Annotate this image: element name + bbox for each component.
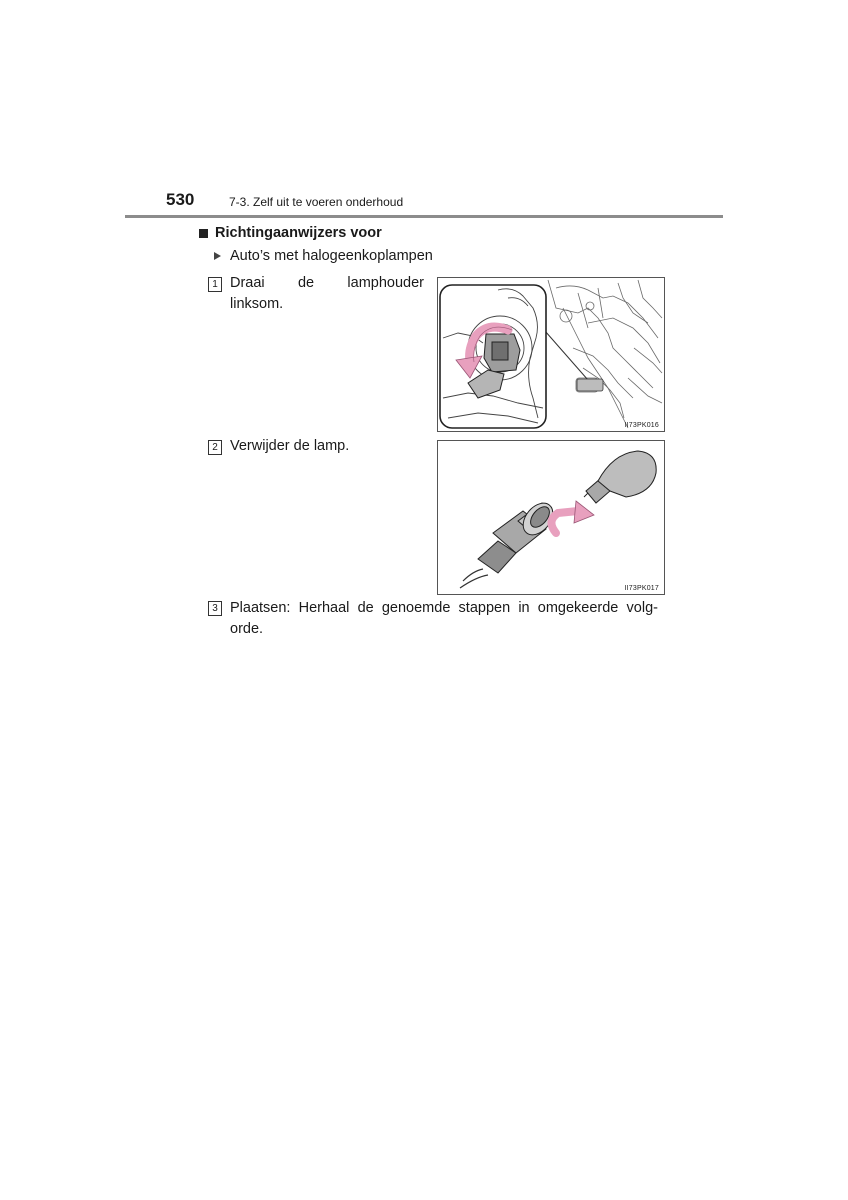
step-1-line-1 xyxy=(230,273,424,294)
step-3-line-2: orde. xyxy=(230,621,264,637)
heading-text: Richtingaanwijzers voor xyxy=(215,225,382,241)
word: de xyxy=(297,275,315,291)
word: Herhaal xyxy=(298,600,350,616)
step-3-text xyxy=(230,598,658,640)
word: in xyxy=(518,600,530,616)
bulb-removal-illustration xyxy=(438,441,664,594)
word: omgekeerde xyxy=(537,600,619,616)
header-divider xyxy=(125,215,723,218)
figure-code: II73PK017 xyxy=(624,585,659,592)
page-number: 530 xyxy=(166,190,195,209)
word: Plaatsen: xyxy=(230,600,291,616)
figure-lamp-holder xyxy=(437,277,665,432)
word: genoemde xyxy=(381,600,451,616)
step-2-text: Verwijder de lamp. xyxy=(230,438,350,454)
step-number-1: 1 xyxy=(208,277,222,292)
subheading-text: Auto’s met halogeenkoplampen xyxy=(230,248,433,264)
step-number-3: 3 xyxy=(208,601,222,616)
word: lamphouder xyxy=(347,275,424,291)
square-bullet-icon xyxy=(199,229,208,238)
section-title: 7-3. Zelf uit te voeren onderhoud xyxy=(229,195,404,209)
word: Draai xyxy=(230,275,265,291)
step-1-text xyxy=(230,273,425,315)
subheading xyxy=(214,248,433,264)
word: stappen xyxy=(458,600,511,616)
section-heading xyxy=(199,225,382,241)
word: volg- xyxy=(626,600,658,616)
triangle-bullet-icon xyxy=(214,252,221,260)
step-number-2: 2 xyxy=(208,440,222,455)
figure-bulb-removal xyxy=(437,440,665,595)
lamp-holder-illustration xyxy=(438,278,664,431)
step-1-line-2: linksom. xyxy=(230,296,284,312)
figure-code: II73PK016 xyxy=(624,422,659,429)
step-3-line-1 xyxy=(230,598,658,619)
word: de xyxy=(357,600,374,616)
